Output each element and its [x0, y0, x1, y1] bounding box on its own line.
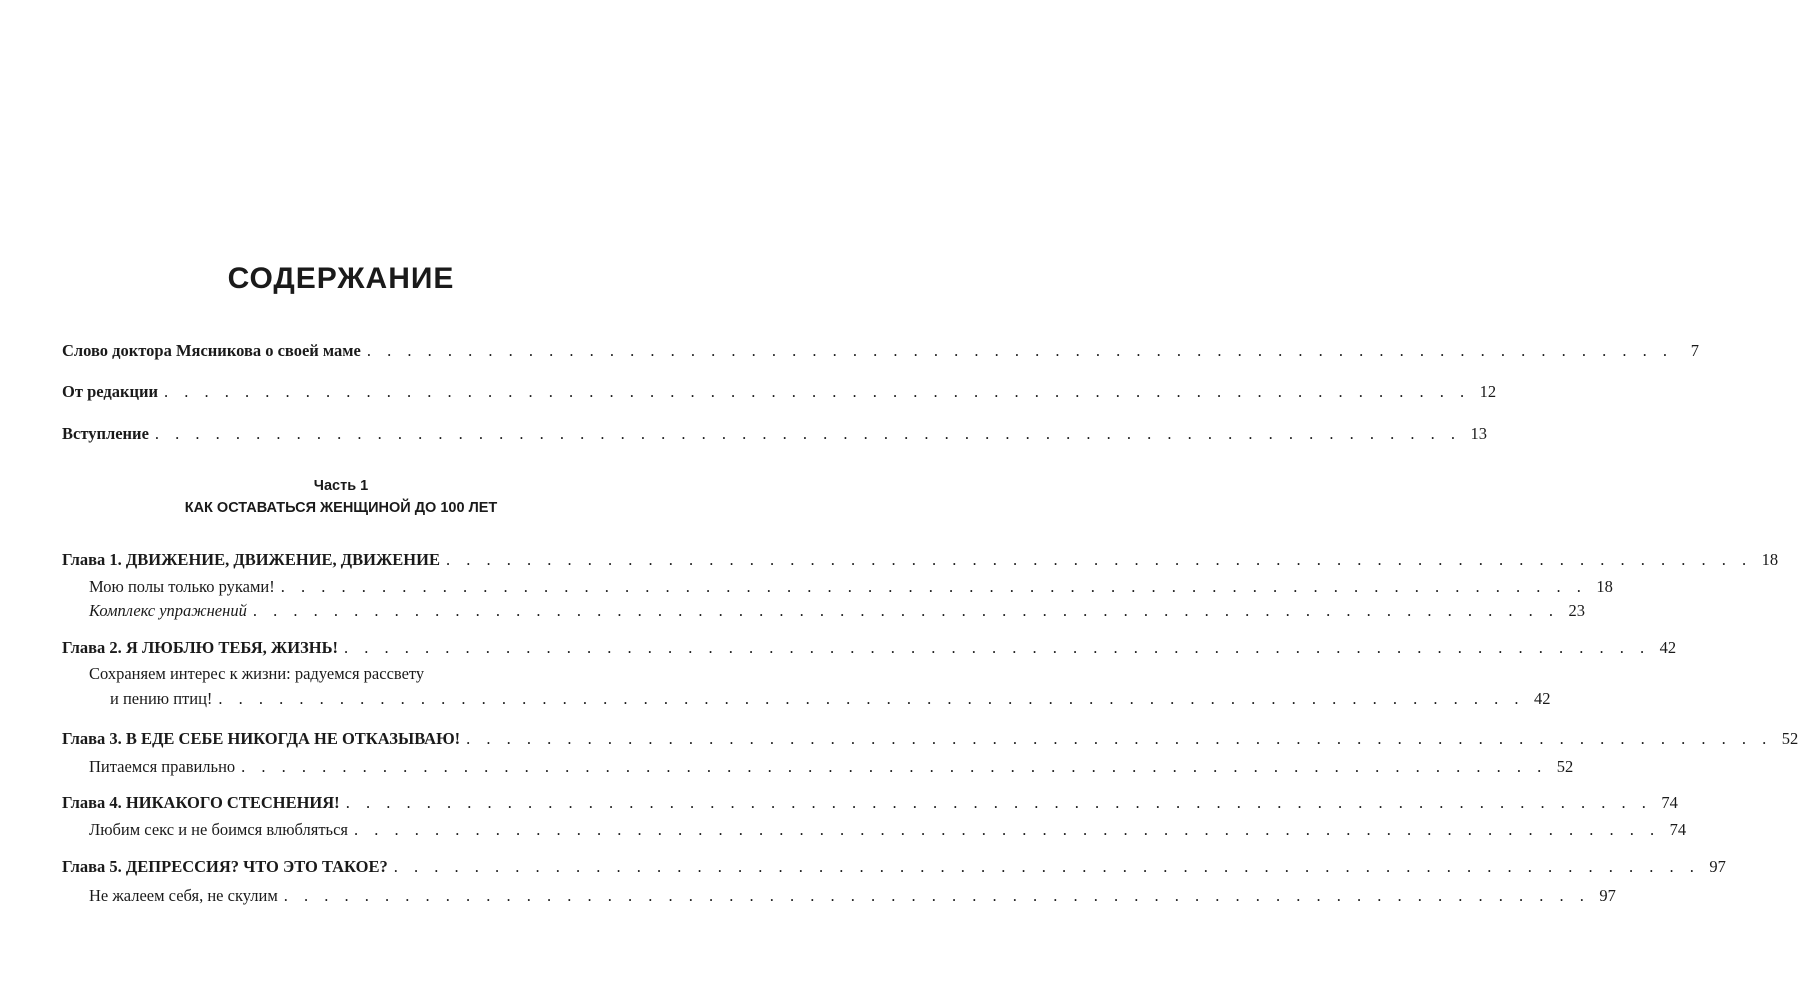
- toc-leader-dots: . . . . . . . . . . . . . . . . . . . . . . . . . . . . . . . . . . . . . . . . . . . . . . . . . . . . . . . . . . . . . . . . .: [280, 577, 1587, 596]
- part-title: КАК ОСТАВАТЬСЯ ЖЕНЩИНОЙ ДО 100 ЛЕТ: [184, 500, 498, 516]
- toc-leader-dots: . . . . . . . . . . . . . . . . . . . . . . . . . . . . . . . . . . . . . . . . . . . . . . . . . . . . . . . . . . . . . . . . .: [283, 886, 1590, 905]
- toc-chapter-1[interactable]: [62, 548, 1779, 572]
- toc-page-number: 23: [1568, 601, 1585, 620]
- toc-page-number: 97: [1709, 857, 1726, 876]
- toc-leader-dots: . . . . . . . . . . . . . . . . . . . . . . . . . . . . . . . . . . . . . . . . . . . . . . . . . . . . . . . . . . . . . . . . .: [343, 638, 1651, 657]
- toc-chapter-5[interactable]: [62, 855, 1726, 879]
- toc-chapter-2[interactable]: [62, 636, 1677, 660]
- toc-entry-introduction[interactable]: [62, 422, 1488, 446]
- toc-entry-label: Питаемся правильно: [89, 757, 236, 776]
- toc-leader-dots: . . . . . . . . . . . . . . . . . . . . . . . . . . . . . . . . . . . . . . . . . . . . . . . . . . . . . . . . . . . . . . . . .: [393, 857, 1700, 876]
- toc-leader-dots: . . . . . . . . . . . . . . . . . . . . . . . . . . . . . . . . . . . . . . . . . . . . . . . . . . . . . . . . . . . . . . . . .: [154, 424, 1462, 443]
- toc-leader-dots: . . . . . . . . . . . . . . . . . . . . . . . . . . . . . . . . . . . . . . . . . . . . . . . . . . . . . . . . . . . . . . . . .: [466, 729, 1773, 748]
- toc-page-number: 97: [1599, 886, 1616, 905]
- toc-entry-label: Комплекс упражнений: [89, 601, 247, 620]
- toc-entry-label: Глава 5. ДЕПРЕССИЯ? ЧТО ЭТО ТАКОЕ?: [62, 857, 388, 876]
- toc-leader-dots: . . . . . . . . . . . . . . . . . . . . . . . . . . . . . . . . . . . . . . . . . . . . . . . . . . . . . . . . . . . . . . . . .: [446, 550, 1753, 569]
- toc-section[interactable]: [110, 687, 1551, 711]
- toc-entry-label: Мою полы только руками!: [89, 577, 275, 596]
- toc-entry-label: Глава 4. НИКАКОГО СТЕСНЕНИЯ!: [62, 793, 340, 812]
- toc-page-number: 42: [1659, 638, 1677, 657]
- toc-page-number: 18: [1761, 550, 1779, 569]
- toc-entry-editorial[interactable]: [62, 380, 1497, 404]
- toc-entry-label: и пению птиц!: [110, 689, 213, 708]
- toc-section[interactable]: [89, 884, 1616, 908]
- toc-leader-dots: . . . . . . . . . . . . . . . . . . . . . . . . . . . . . . . . . . . . . . . . . . . . . . . . . . . . . . . . . . . . . . . . .: [163, 382, 1471, 401]
- toc-entry-label: Глава 3. В ЕДЕ СЕБЕ НИКОГДА НЕ ОТКАЗЫВАЮ!: [62, 729, 461, 748]
- toc-page-number: 13: [1470, 424, 1488, 443]
- toc-page-number: 42: [1534, 689, 1551, 708]
- toc-entry-label: Глава 2. Я ЛЮБЛЮ ТЕБЯ, ЖИЗНЬ!: [62, 638, 338, 657]
- toc-entry-label: Вступление: [62, 424, 149, 443]
- toc-section-label-line1: Сохраняем интерес к жизни: радуемся рассвету: [89, 664, 425, 683]
- toc-page-number: 12: [1479, 382, 1497, 401]
- toc-chapter-4[interactable]: [62, 791, 1678, 815]
- toc-page-number: 52: [1781, 729, 1798, 748]
- toc-chapter-3[interactable]: [62, 727, 1798, 751]
- toc-page-number: 52: [1556, 757, 1574, 776]
- part-number: Часть 1: [313, 478, 369, 494]
- page-title: СОДЕРЖАНИЕ: [227, 262, 455, 295]
- toc-leader-dots: . . . . . . . . . . . . . . . . . . . . . . . . . . . . . . . . . . . . . . . . . . . . . . . . . . . . . . . . . . . . . . . . .: [345, 793, 1652, 812]
- toc-section[interactable]: [89, 755, 1574, 779]
- toc-leader-dots: . . . . . . . . . . . . . . . . . . . . . . . . . . . . . . . . . . . . . . . . . . . . . . . . . . . . . . . . . . . . . . . . .: [241, 757, 1548, 776]
- toc-entry-foreword[interactable]: [62, 339, 1699, 363]
- toc-section[interactable]: [89, 818, 1687, 842]
- toc-entry-label: Слово доктора Мясникова о своей маме: [62, 341, 361, 360]
- toc-entry-label: Глава 1. ДВИЖЕНИЕ, ДВИЖЕНИЕ, ДВИЖЕНИЕ: [62, 550, 440, 569]
- toc-entry-label: Не жалеем себя, не скулим: [89, 886, 278, 905]
- toc-page-number: 7: [1690, 341, 1699, 360]
- toc-leader-dots: . . . . . . . . . . . . . . . . . . . . . . . . . . . . . . . . . . . . . . . . . . . . . . . . . . . . . . . . . . . . . . . . .: [252, 601, 1559, 620]
- toc-leader-dots: . . . . . . . . . . . . . . . . . . . . . . . . . . . . . . . . . . . . . . . . . . . . . . . . . . . . . . . . . . . . . . . . .: [354, 820, 1661, 839]
- toc-page-number: 74: [1661, 793, 1678, 812]
- toc-section[interactable]: [89, 575, 1613, 599]
- toc-page-number: 18: [1596, 577, 1613, 596]
- toc-leader-dots: . . . . . . . . . . . . . . . . . . . . . . . . . . . . . . . . . . . . . . . . . . . . . . . . . . . . . . . . . . . . . . . . .: [366, 341, 1673, 360]
- toc-entry-label: От редакции: [62, 382, 158, 401]
- toc-section[interactable]: [89, 599, 1585, 623]
- toc-entry-label: Любим секс и не боимся влюбляться: [89, 820, 348, 839]
- toc-leader-dots: . . . . . . . . . . . . . . . . . . . . . . . . . . . . . . . . . . . . . . . . . . . . . . . . . . . . . . . . . . . . . . . . .: [218, 689, 1525, 708]
- toc-page-number: 74: [1669, 820, 1687, 839]
